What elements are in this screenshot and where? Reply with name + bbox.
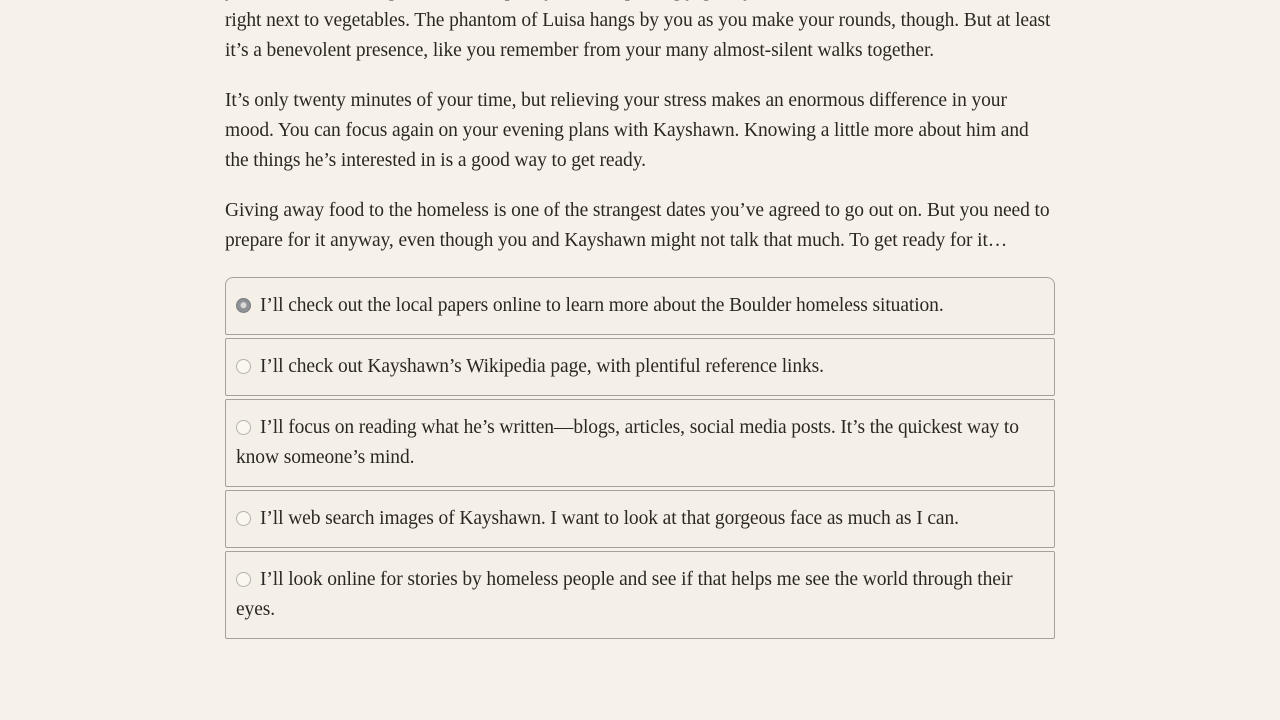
choice-option-5[interactable]: [225, 551, 1055, 639]
radio-icon[interactable]: [236, 420, 251, 435]
story-paragraph: It’s only twenty minutes of your time, but relieving your stress makes an enormous difference in your mood. You can focus again on your evening plans with Kayshawn. Knowing a little more about him and the things he’s interested in is a good way to get ready.: [225, 90, 1029, 171]
choice-label: I’ll web search images of Kayshawn. I want to look at that gorgeous face as much as I can.: [260, 508, 959, 529]
story-page: [225, 0, 1055, 639]
story-paragraph: right next to vegetables. The phantom of Luisa hangs by you as you make your rounds, though. But at least it’s a benevolent presence, like you remember from your many almost-silent walks together.: [225, 10, 1051, 61]
radio-icon[interactable]: [236, 298, 251, 313]
choice-option-1[interactable]: [225, 277, 1055, 335]
story-text: [225, 6, 1055, 256]
choice-label: I’ll look online for stories by homeless people and see if that helps me see the world through their eyes.: [236, 569, 1013, 620]
choice-label: I’ll check out the local papers online to learn more about the Boulder homeless situation.: [260, 295, 944, 316]
story-paragraph: Giving away food to the homeless is one of the strangest dates you’ve agreed to go out on. But you need to prepare for it anyway, even though you and Kayshawn might not talk that much. To get ready for it…: [225, 200, 1050, 251]
choice-list: [225, 277, 1055, 639]
radio-icon[interactable]: [236, 359, 251, 374]
choice-option-3[interactable]: [225, 399, 1055, 487]
radio-icon[interactable]: [236, 511, 251, 526]
choice-option-2[interactable]: [225, 338, 1055, 396]
radio-icon[interactable]: [236, 572, 251, 587]
choice-label: I’ll focus on reading what he’s written—blogs, articles, social media posts. It’s the quickest way to know someone’s mind.: [236, 417, 1019, 468]
choice-option-4[interactable]: [225, 490, 1055, 548]
choice-label: I’ll check out Kayshawn’s Wikipedia page, with plentiful reference links.: [260, 356, 824, 377]
